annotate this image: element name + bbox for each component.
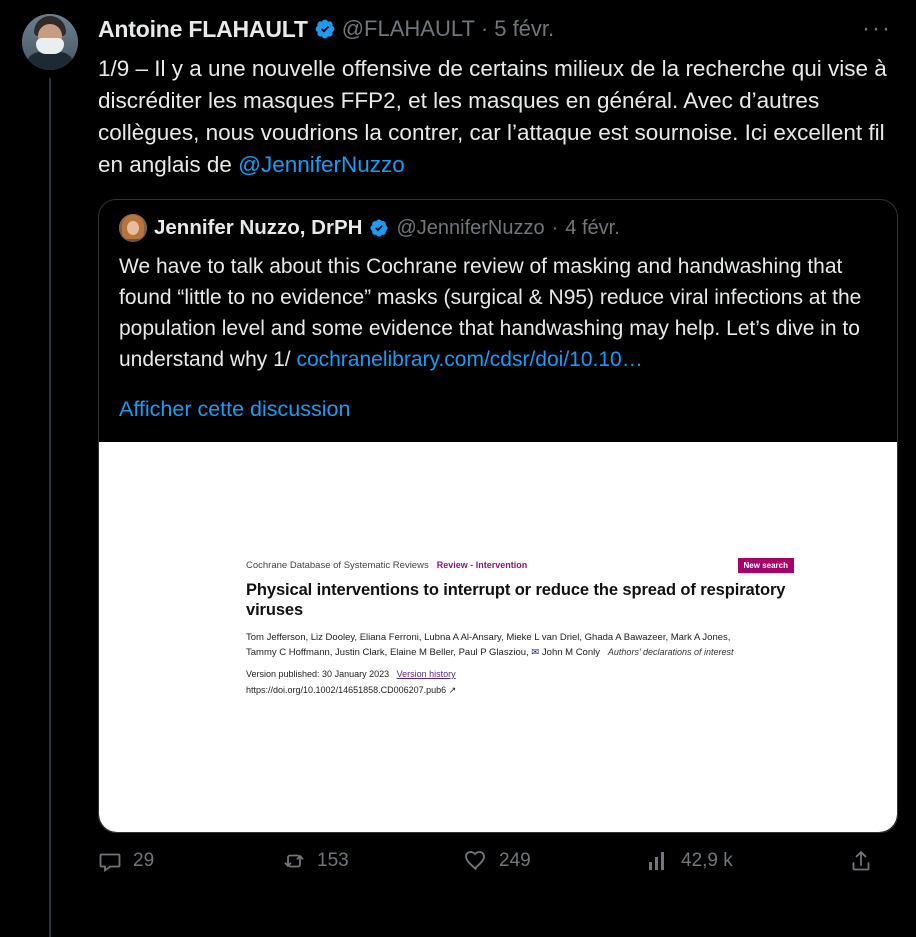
more-options-icon[interactable]: ··· bbox=[862, 15, 892, 42]
share-button[interactable] bbox=[849, 849, 884, 873]
views-count: 42,9 k bbox=[681, 850, 733, 871]
like-button[interactable] bbox=[464, 849, 646, 873]
avatar-body bbox=[26, 52, 74, 70]
retweet-button[interactable] bbox=[282, 849, 464, 873]
tweet-body-text bbox=[98, 53, 898, 181]
header-separator: · bbox=[480, 16, 489, 41]
retweet-icon bbox=[282, 849, 306, 873]
reply-count: 29 bbox=[133, 850, 155, 871]
paper-kicker bbox=[246, 560, 794, 571]
like-count: 249 bbox=[499, 850, 531, 871]
paper-authors bbox=[246, 631, 794, 660]
paper-title: Physical interventions to interrupt or reduce the spread of respiratory viruses bbox=[246, 581, 786, 619]
quoted-header-separator: · bbox=[551, 216, 559, 239]
tweet-content bbox=[82, 14, 898, 937]
mention-link[interactable]: @JenniferNuzzo bbox=[238, 152, 405, 177]
quoted-verified-badge-icon bbox=[369, 218, 389, 238]
envelope-icon: ✉ bbox=[531, 647, 540, 658]
quoted-tweet-body bbox=[99, 200, 897, 442]
verified-badge-icon bbox=[314, 18, 336, 40]
paper-doi-text: https://doi.org/10.1002/14651858.CD006207.pub6 bbox=[246, 685, 447, 695]
paper-doi bbox=[246, 685, 794, 696]
tweet-date[interactable]: 5 févr. bbox=[494, 16, 555, 41]
quoted-tweet-text-main: We have to talk about this Cochrane review of masking and handwashing that found “little to no evidence” masks (surgical & N95) reduce viral infections at the population level and some evidence that handwashing may help. Let’s dive in to understand why 1/ bbox=[119, 255, 862, 371]
like-heart-icon bbox=[464, 849, 488, 873]
paper-version-published: Version published: 30 January 2023 bbox=[246, 669, 390, 679]
quoted-avatar-face bbox=[127, 221, 139, 235]
quoted-tweet-url[interactable]: cochranelibrary.com/cdsr/doi/10.10… bbox=[296, 348, 643, 371]
quoted-tweet[interactable] bbox=[98, 199, 898, 833]
show-thread-link[interactable]: Afficher cette discussion bbox=[119, 397, 351, 421]
reply-button[interactable] bbox=[98, 849, 282, 873]
paper-authors-line-1: Tom Jefferson, Liz Dooley, Eliana Ferroni, Lubna A Al-Ansary, Mieke L van Driel, Ghada A Bawazeer, Mark A Jones, bbox=[246, 632, 731, 643]
tweet-actions-bar bbox=[98, 849, 898, 873]
views-button[interactable] bbox=[646, 849, 836, 873]
quoted-tweet-date: 4 févr. bbox=[565, 216, 620, 239]
tweet-header bbox=[98, 17, 898, 41]
author-avatar[interactable] bbox=[22, 14, 78, 70]
paper-corresponding-author: John M Conly bbox=[541, 647, 600, 658]
quoted-author-handle: @JenniferNuzzo bbox=[396, 216, 545, 239]
avatar-column bbox=[18, 14, 82, 937]
quoted-tweet-card-image[interactable] bbox=[99, 442, 897, 832]
paper-journal: Cochrane Database of Systematic Reviews bbox=[246, 560, 429, 571]
author-handle[interactable]: @FLAHAULT bbox=[341, 16, 475, 41]
paper-version-row bbox=[246, 669, 794, 679]
paper-preview bbox=[246, 560, 794, 696]
paper-declarations-link: Authors’ declarations of interest bbox=[607, 647, 734, 657]
author-name[interactable]: Antoine FLAHAULT bbox=[98, 15, 308, 42]
quoted-tweet-text bbox=[119, 251, 877, 375]
paper-new-search-badge: New search bbox=[738, 558, 794, 573]
share-icon bbox=[849, 849, 873, 873]
quoted-avatar[interactable] bbox=[119, 214, 147, 242]
tweet-body-text-main: 1/9 – Il y a une nouvelle offensive de certains milieux de la recherche qui vise à discréditer les masques FFP2, et les masques en général. Avec d’autres collègues, nous voudrions la contrer, car l’attaque est sournoise. Ici excellent fil en anglais de bbox=[98, 56, 887, 177]
paper-version-history-link: Version history bbox=[396, 669, 456, 679]
paper-review-type: Review - Intervention bbox=[436, 560, 528, 570]
retweet-count: 153 bbox=[317, 850, 349, 871]
avatar-mask bbox=[36, 38, 64, 54]
reply-icon bbox=[98, 849, 122, 873]
paper-authors-line-2-names: Tammy C Hoffmann, Justin Clark, Elaine M Beller, Paul P Glasziou, bbox=[246, 647, 532, 658]
quoted-tweet-header bbox=[119, 214, 877, 242]
views-bars-icon bbox=[646, 849, 670, 873]
quoted-author-name[interactable]: Jennifer Nuzzo, DrPH bbox=[154, 216, 363, 239]
external-link-icon: ↗ bbox=[448, 685, 457, 695]
thread-connector-line bbox=[49, 78, 51, 937]
paper-authors-line-2 bbox=[246, 645, 794, 660]
